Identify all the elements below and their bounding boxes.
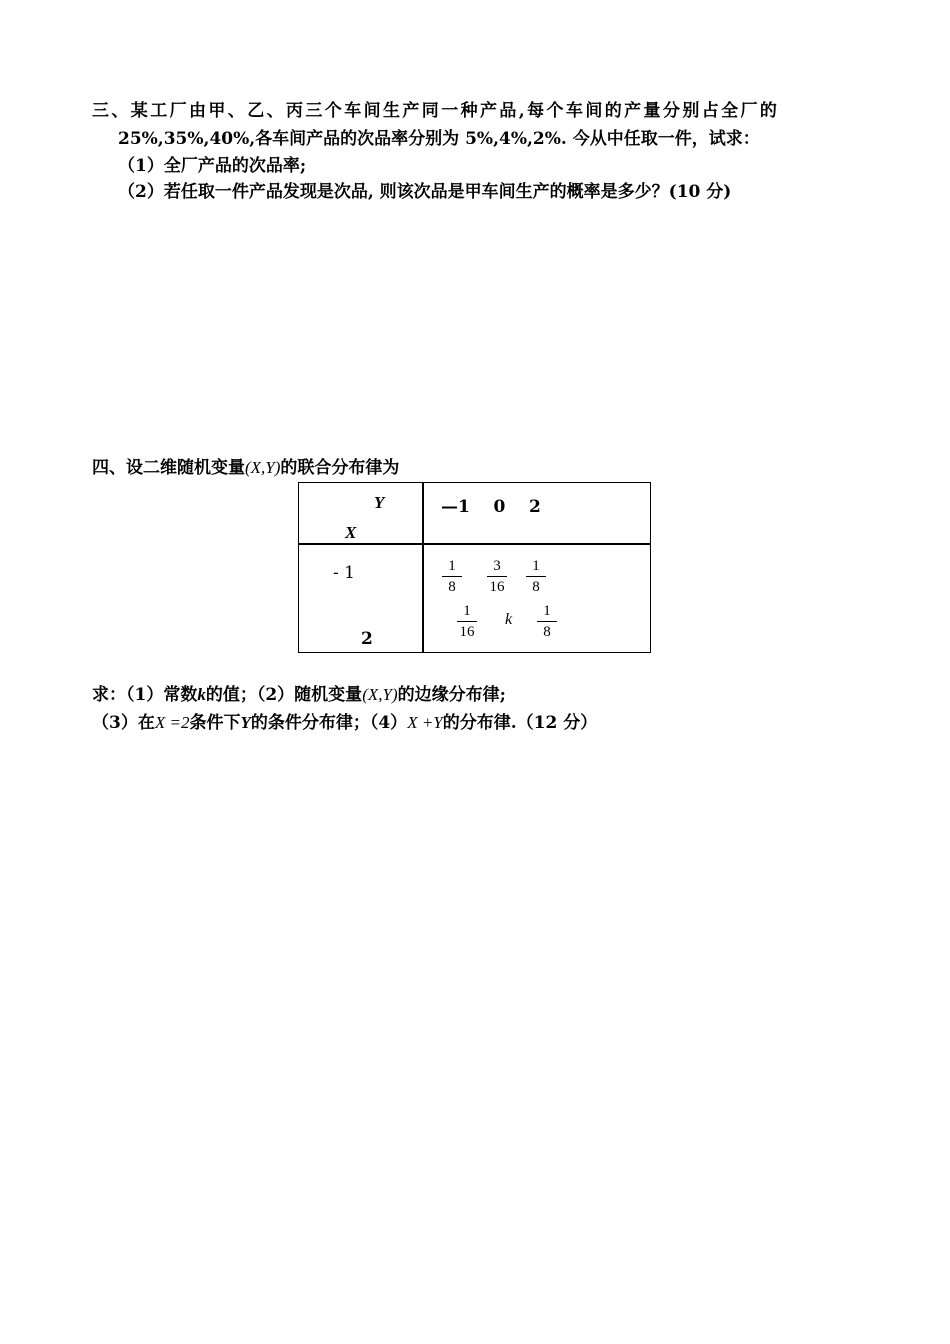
fraction-numerator: 1: [543, 603, 551, 619]
problem4-ask-line2: [92, 712, 597, 734]
fraction-numerator: 3: [493, 558, 501, 574]
ask1-k: k: [197, 685, 206, 704]
table-vertical-divider: [422, 483, 424, 652]
fraction-denominator: 16: [459, 624, 475, 640]
p-2-0-k: k: [505, 611, 513, 628]
joint-distribution-table: [298, 482, 651, 653]
ask1-a: 求：（1）常数: [92, 685, 198, 705]
ask2-c: 的条件分布律；（4）: [250, 713, 408, 733]
ask2-condition: X =2: [154, 713, 190, 732]
ask2-b: 条件下: [189, 713, 241, 733]
table-header-y: Y: [374, 493, 385, 512]
ask2-d: 的分布律.（12 分）: [442, 713, 598, 733]
p-neg1-0: [485, 557, 509, 596]
ask2-y: Y: [240, 713, 251, 732]
table-y-values: —1 0 2: [441, 497, 541, 517]
ask2-sum: X +Y: [407, 713, 443, 732]
fraction-denominator: 16: [489, 579, 505, 595]
p-neg1-2: [524, 557, 548, 596]
intro-suffix: 的联合分布律为: [280, 458, 400, 478]
problem4-intro: [92, 457, 399, 479]
fraction-denominator: 8: [532, 579, 540, 595]
fraction-bar: [487, 576, 507, 577]
table-horizontal-divider: [299, 543, 650, 545]
problem3-question1: （1）全厂产品的次品率;: [118, 156, 307, 176]
fraction-denominator: 8: [448, 579, 456, 595]
p-2-neg1: [455, 602, 479, 641]
ask2-a: （3）在: [92, 713, 155, 733]
fraction-bar: [442, 576, 462, 577]
fraction-bar: [457, 621, 477, 622]
p-2-2: [535, 602, 559, 641]
problem4-ask-line1: [92, 684, 506, 706]
table-x-value-2: 2: [361, 629, 373, 649]
p-neg1-neg1: [440, 557, 464, 596]
fraction-numerator: 1: [532, 558, 540, 574]
intro-prefix: 四、设二维随机变量: [92, 458, 245, 478]
problem3-line2: 25%,35%,40%,各车间产品的次品率分别为 5%,4%,2%. 今从中任取一件，试求：: [118, 129, 760, 149]
ask1-variable: (X,Y): [362, 685, 398, 704]
ask1-c: 的边缘分布律;: [397, 685, 506, 705]
fraction-bar: [537, 621, 557, 622]
problem3-line1: 三、某工厂由甲、乙、丙三个车间生产同一种产品,每个车间的产量分别占全厂的: [92, 101, 780, 121]
problem3-question2: （2）若任取一件产品发现是次品, 则该次品是甲车间生产的概率是多少？(10 分): [118, 182, 732, 202]
fraction-bar: [526, 576, 546, 577]
intro-variable: (X,Y): [245, 458, 281, 477]
fraction-denominator: 8: [543, 624, 551, 640]
fraction-numerator: 1: [448, 558, 456, 574]
ask1-b: 的值；（2）随机变量: [205, 685, 363, 705]
table-x-value-neg1: - 1: [333, 563, 355, 583]
table-header-x: X: [345, 523, 357, 542]
fraction-numerator: 1: [463, 603, 471, 619]
